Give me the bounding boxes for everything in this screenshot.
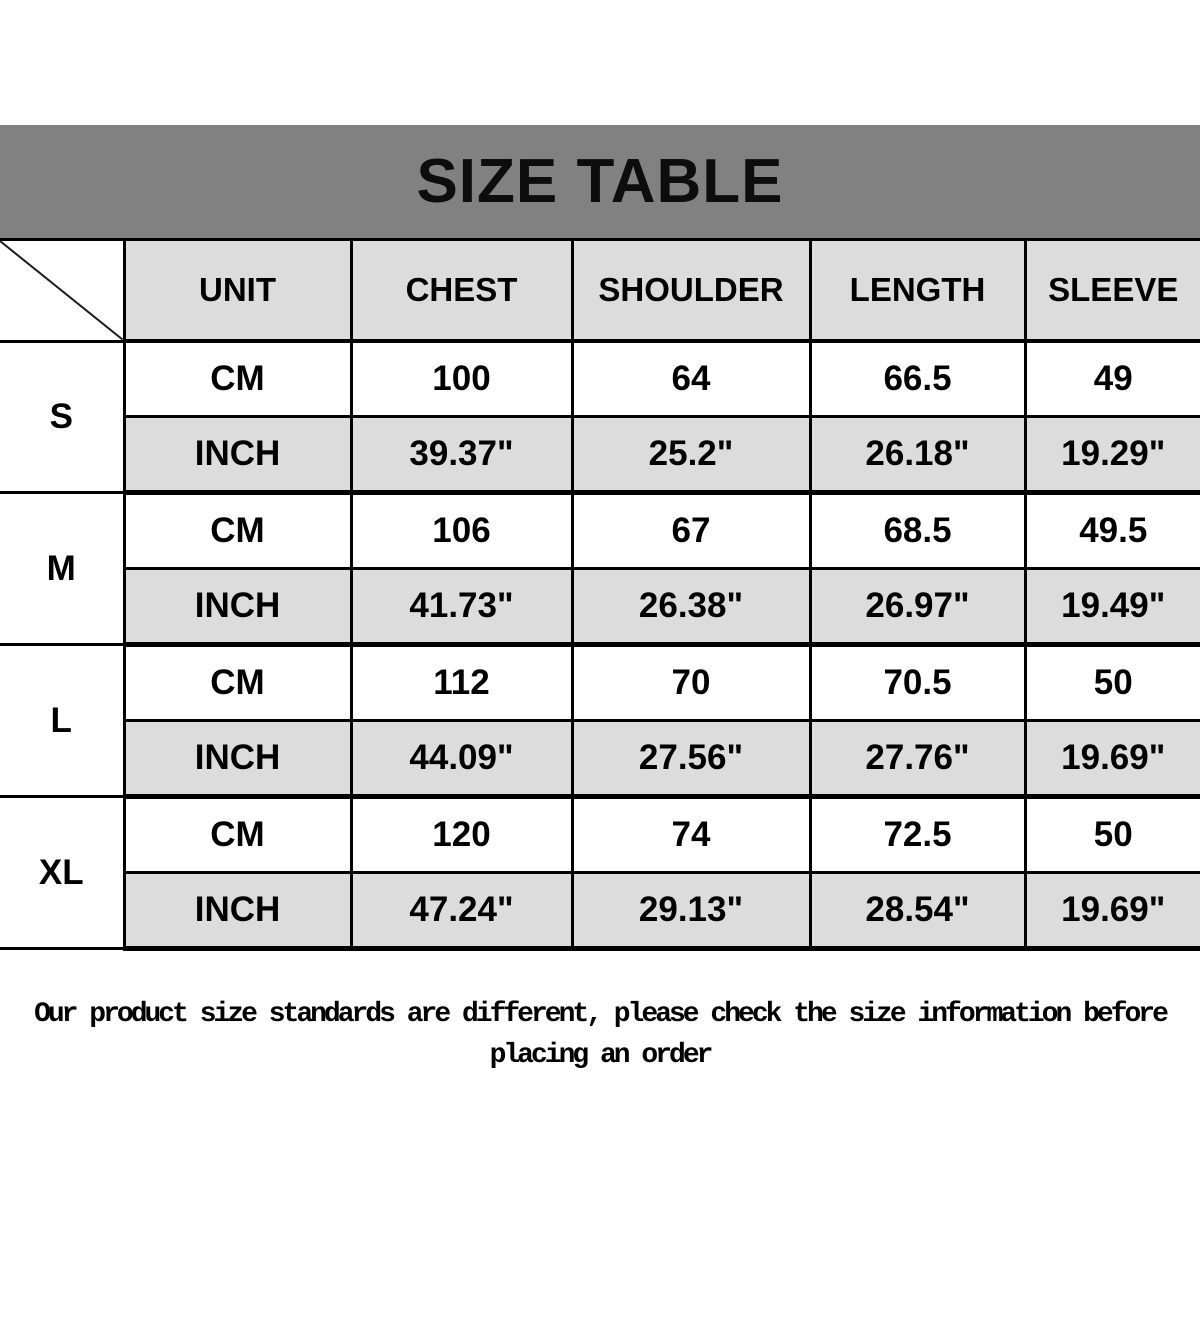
value-cell: 66.5 (810, 341, 1025, 417)
value-cell: 49 (1025, 341, 1200, 417)
column-header-chest: CHEST (351, 240, 572, 342)
unit-cell: INCH (124, 417, 351, 493)
unit-cell: CM (124, 493, 351, 569)
table-row-l-inch (0, 721, 1200, 797)
header-row (0, 240, 1200, 342)
title-banner (0, 125, 1200, 238)
value-cell: 70.5 (810, 645, 1025, 721)
value-cell: 68.5 (810, 493, 1025, 569)
column-header-sleeve: SLEEVE (1025, 240, 1200, 342)
size-disclaimer (0, 995, 1200, 1076)
value-cell: 41.73" (351, 569, 572, 645)
page-title: SIZE TABLE (416, 146, 784, 216)
value-cell: 44.09" (351, 721, 572, 797)
table-row-m-cm (0, 493, 1200, 569)
unit-cell: CM (124, 645, 351, 721)
value-cell: 100 (351, 341, 572, 417)
value-cell: 27.56" (572, 721, 810, 797)
column-header-unit: UNIT (124, 240, 351, 342)
value-cell: 19.69" (1025, 873, 1200, 949)
value-cell: 112 (351, 645, 572, 721)
size-label-m: M (0, 493, 124, 645)
size-table (0, 238, 1200, 951)
value-cell: 64 (572, 341, 810, 417)
unit-cell: CM (124, 797, 351, 873)
table-row-s-cm (0, 341, 1200, 417)
value-cell: 49.5 (1025, 493, 1200, 569)
unit-cell: INCH (124, 721, 351, 797)
unit-cell: INCH (124, 569, 351, 645)
value-cell: 28.54" (810, 873, 1025, 949)
size-chart-page (0, 125, 1200, 1325)
value-cell: 25.2" (572, 417, 810, 493)
value-cell: 74 (572, 797, 810, 873)
value-cell: 19.29" (1025, 417, 1200, 493)
value-cell: 26.38" (572, 569, 810, 645)
value-cell: 50 (1025, 797, 1200, 873)
size-label-s: S (0, 341, 124, 493)
value-cell: 19.49" (1025, 569, 1200, 645)
diagonal-corner-cell (0, 240, 124, 342)
disclaimer-line-1: Our product size standards are different, please check the size information before (34, 999, 1166, 1030)
table-row-xl-cm (0, 797, 1200, 873)
value-cell: 70 (572, 645, 810, 721)
value-cell: 47.24" (351, 873, 572, 949)
unit-cell: INCH (124, 873, 351, 949)
value-cell: 72.5 (810, 797, 1025, 873)
value-cell: 67 (572, 493, 810, 569)
size-label-l: L (0, 645, 124, 797)
size-label-xl: XL (0, 797, 124, 949)
value-cell: 29.13" (572, 873, 810, 949)
value-cell: 39.37" (351, 417, 572, 493)
value-cell: 26.97" (810, 569, 1025, 645)
table-row-s-inch (0, 417, 1200, 493)
value-cell: 19.69" (1025, 721, 1200, 797)
value-cell: 106 (351, 493, 572, 569)
value-cell: 26.18" (810, 417, 1025, 493)
column-header-shoulder: SHOULDER (572, 240, 810, 342)
table-row-m-inch (0, 569, 1200, 645)
disclaimer-line-2: placing an order (489, 1039, 711, 1071)
table-row-l-cm (0, 645, 1200, 721)
diagonal-line-icon (0, 241, 123, 340)
table-row-xl-inch (0, 873, 1200, 949)
unit-cell: CM (124, 341, 351, 417)
value-cell: 120 (351, 797, 572, 873)
value-cell: 27.76" (810, 721, 1025, 797)
column-header-length: LENGTH (810, 240, 1025, 342)
value-cell: 50 (1025, 645, 1200, 721)
